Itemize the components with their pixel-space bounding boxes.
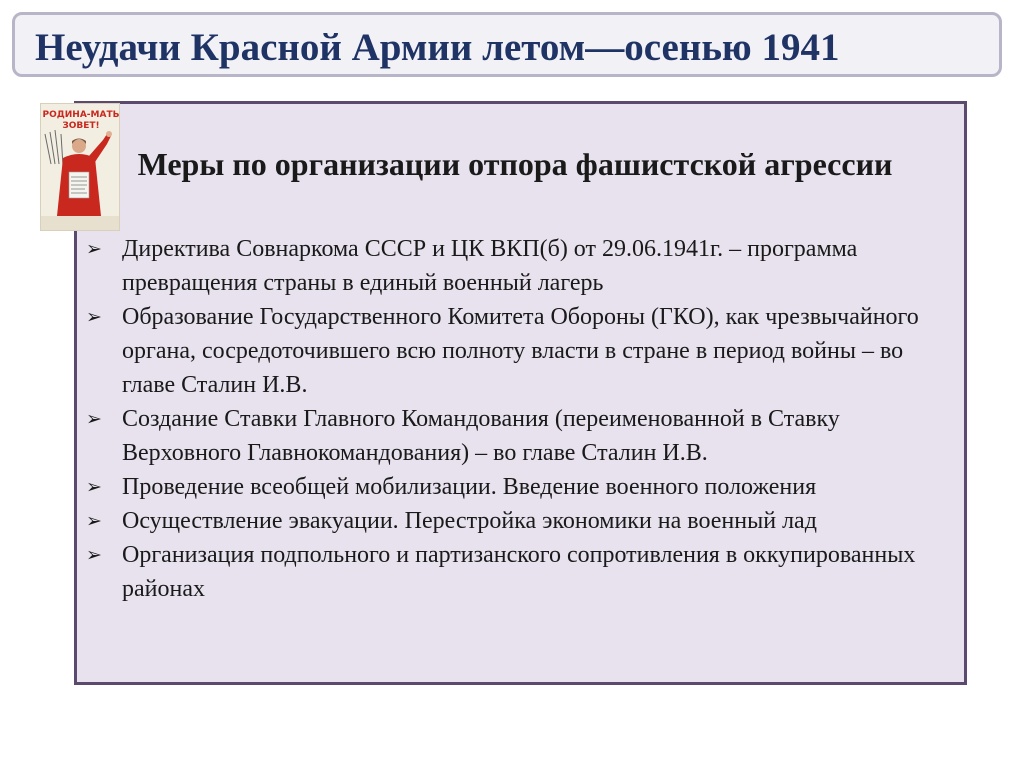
list-item [86,504,956,538]
list-item [86,470,956,504]
list-item-text: Организация подпольного и партизанского сопротивления в оккупированных районах [122,542,916,602]
propaganda-poster-icon [40,103,120,231]
list-item [86,538,956,606]
title-bar [12,12,1002,77]
list-item-text: Создание Ставки Главного Командования (переименованной в Ставку Верховного Главнокомандования) – во главе Сталин И.В. [122,406,840,466]
slide-title: Неудачи Красной Армии летом—осенью 1941 [35,26,840,69]
arrow-bullet-icon: ➢ [86,408,102,430]
poster-caption-2: ЗОВЕТ! [62,121,100,131]
list-item [86,232,956,300]
section-heading: Меры по организации отпора фашистской агрессии [137,146,893,182]
arrow-bullet-icon: ➢ [86,510,102,532]
list-item [86,402,956,470]
list-item-text: Директива Совнаркома СССР и ЦК ВКП(б) от 29.06.1941г. – программа превращения страны в единый военный лагерь [122,236,858,296]
list-item-text: Проведение всеобщей мобилизации. Введение военного положения [122,474,817,500]
list-item [86,300,956,402]
list-item-text: Осуществление эвакуации. Перестройка экономики на военный лад [122,508,817,534]
arrow-bullet-icon: ➢ [86,238,102,260]
arrow-bullet-icon: ➢ [86,306,102,328]
list-item-text: Образование Государственного Комитета Обороны (ГКО), как чрезвычайного органа, сосредоточившего всю полноту власти в стране в период войны – во главе Сталин И.В. [122,304,919,398]
poster-caption-1: РОДИНА-МАТЬ [42,110,120,120]
arrow-bullet-icon: ➢ [86,544,102,566]
arrow-bullet-icon: ➢ [86,476,102,498]
measures-list [86,232,956,606]
